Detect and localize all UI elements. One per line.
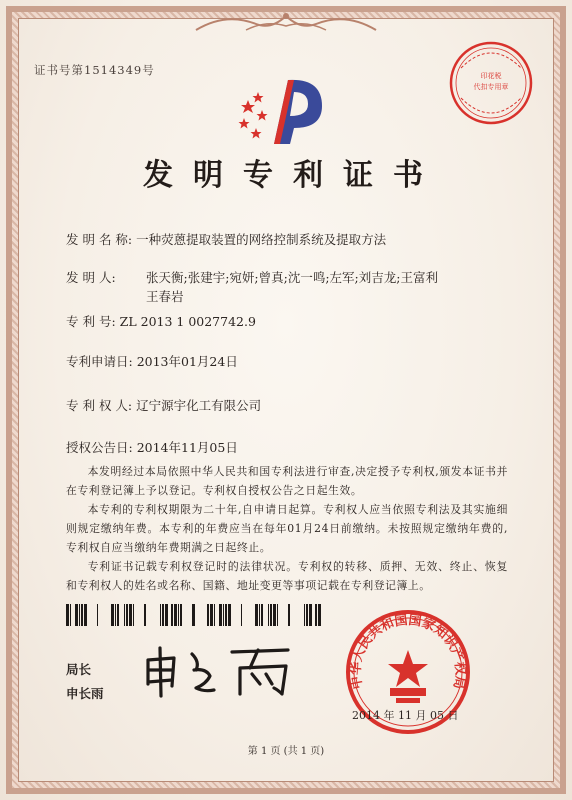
patent-number-value: ZL 2013 1 0027742.9	[119, 314, 256, 329]
patentee-row	[66, 396, 261, 414]
top-ornament-icon	[186, 8, 386, 34]
page-number: 第 1 页 (共 1 页)	[247, 746, 325, 757]
grant-date-value: 2014年11月05日	[136, 440, 238, 455]
seal-date: 2014 年 11 月 05 日	[352, 709, 459, 722]
certificate-number: 证书号第1514349号	[34, 63, 155, 77]
invention-name-label: 发 明 名 称:	[66, 232, 133, 247]
invention-name-value: 一种荧蒽提取装置的网络控制系统及提取方法	[136, 232, 387, 247]
director-title: 局长	[66, 662, 92, 677]
inventors-label: 发 明 人:	[66, 270, 116, 285]
director-signature-icon	[140, 640, 300, 700]
filing-date-label: 专利申请日:	[66, 354, 133, 369]
director-name: 申长雨	[66, 686, 104, 701]
legal-paragraph-1: 本发明经过本局依照中华人民共和国专利法进行审查,决定授予专利权,颁发本证书并在专利登记簿上予以登记。专利权自授权公告之日起生效。	[66, 465, 508, 497]
patent-number-label: 专 利 号:	[66, 314, 116, 329]
invention-name-row	[66, 230, 386, 248]
legal-paragraph-3: 专利证书记载专利权登记时的法律状况。专利权的转移、质押、无效、终止、恢复和专利权人的姓名或名称、国籍、地址变更等事项记载在专利登记簿上。	[66, 560, 508, 592]
grant-date-row	[66, 438, 238, 456]
barcode-icon	[66, 604, 322, 626]
legal-paragraph-2: 本专利的专利权期限为二十年,自申请日起算。专利权人应当依照专利法及其实施细则规定缴纳年费。本专利的年费应当在每年01月24日前缴纳。未按照规定缴纳年费的,专利权自应当缴纳年费期满之日起终止。	[66, 503, 508, 554]
svg-text:印花税: 印花税	[480, 72, 502, 80]
filing-date-value: 2013年01月24日	[136, 354, 238, 369]
patent-number-row	[66, 312, 256, 330]
cnipa-logo-icon	[236, 70, 336, 150]
inventors-value: 张天衡;张建宇;宛妍;曾真;沈一鸣;左军;刘吉龙;王富利王春岩	[146, 270, 438, 304]
patentee-label: 专 利 权 人:	[66, 398, 133, 413]
patentee-value: 辽宁源宇化工有限公司	[136, 398, 262, 413]
filing-date-row	[66, 352, 238, 370]
grant-date-label: 授权公告日:	[66, 440, 133, 455]
agency-seal-icon	[446, 38, 536, 128]
certificate-title: 发明专利证书	[143, 158, 443, 193]
svg-text:中华人民共和国国家知识产权局: 中华人民共和国国家知识产权局	[348, 612, 468, 691]
svg-text:代扣专用章: 代扣专用章	[473, 83, 509, 91]
